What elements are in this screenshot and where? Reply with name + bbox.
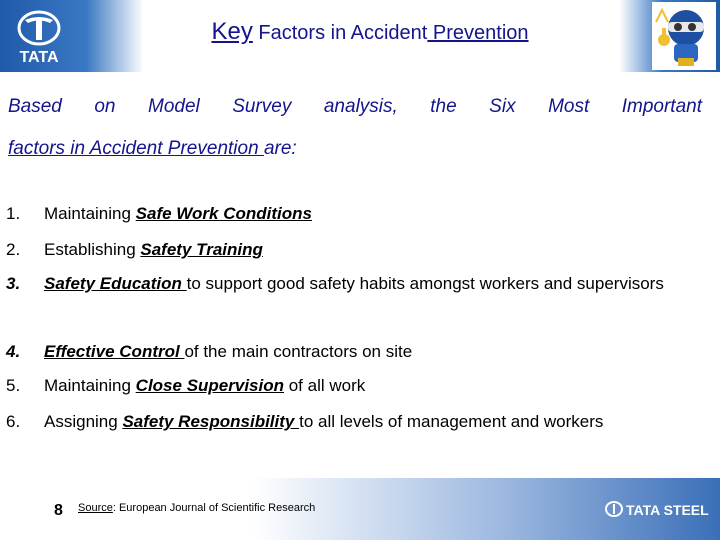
intro-line-2 xyxy=(8,128,702,170)
mascot-icon xyxy=(652,2,716,70)
list-item-text xyxy=(44,234,704,266)
header-bar xyxy=(0,0,720,72)
intro-line-2-rest: are: xyxy=(263,138,297,159)
item-pre: Maintaining xyxy=(44,376,136,395)
item-post: to support good safety habits amongst workers and supervisors xyxy=(186,274,664,293)
source-citation xyxy=(78,502,315,514)
item-emphasis: Safety Training xyxy=(140,240,263,259)
tata-logo xyxy=(6,6,72,68)
item-post: to all levels of management and workers xyxy=(299,412,604,431)
list-item-text xyxy=(44,370,704,402)
item-emphasis: Safety Education xyxy=(44,274,187,293)
list-item-number: 3. xyxy=(6,274,21,293)
brand-text: TATA STEEL xyxy=(626,502,709,518)
source-label: Source xyxy=(78,502,113,514)
item-emphasis: Safety Responsibility xyxy=(122,412,300,431)
list-item-number: 1. xyxy=(6,204,21,223)
intro-line-1: Based on Model Survey analysis, the Six Most Important xyxy=(8,96,702,117)
list-item-text xyxy=(44,198,704,230)
list-item-number: 6. xyxy=(6,412,21,431)
page-number: 8 xyxy=(54,502,63,519)
item-emphasis: Close Supervision xyxy=(135,376,284,395)
footer-bar xyxy=(0,478,720,540)
title-key: Key xyxy=(211,18,253,45)
item-pre: Establishing xyxy=(44,240,141,259)
title-middle: Factors in Accident xyxy=(252,22,428,44)
page-title xyxy=(130,18,610,46)
list-item-number: 2. xyxy=(6,240,21,259)
list-item-text xyxy=(44,268,704,300)
list-item-number: 5. xyxy=(6,376,21,395)
intro-emphasis: factors in Accident Prevention xyxy=(8,138,264,159)
tata-steel-logo xyxy=(604,498,714,520)
list-item-number: 4. xyxy=(6,342,21,361)
title-end: Prevention xyxy=(427,22,529,44)
item-post: of all work xyxy=(284,376,366,395)
item-post: of the main contractors on site xyxy=(184,342,413,361)
item-pre: Maintaining xyxy=(44,204,136,223)
intro-paragraph xyxy=(8,86,702,170)
item-pre: Assigning xyxy=(44,412,123,431)
source-text: : European Journal of Scientific Research xyxy=(112,502,316,514)
logo-text: TATA xyxy=(19,49,59,66)
item-emphasis: Safe Work Conditions xyxy=(135,204,312,223)
item-emphasis: Effective Control xyxy=(44,342,185,361)
list-item-text xyxy=(44,406,704,438)
list-item-text xyxy=(44,336,704,368)
